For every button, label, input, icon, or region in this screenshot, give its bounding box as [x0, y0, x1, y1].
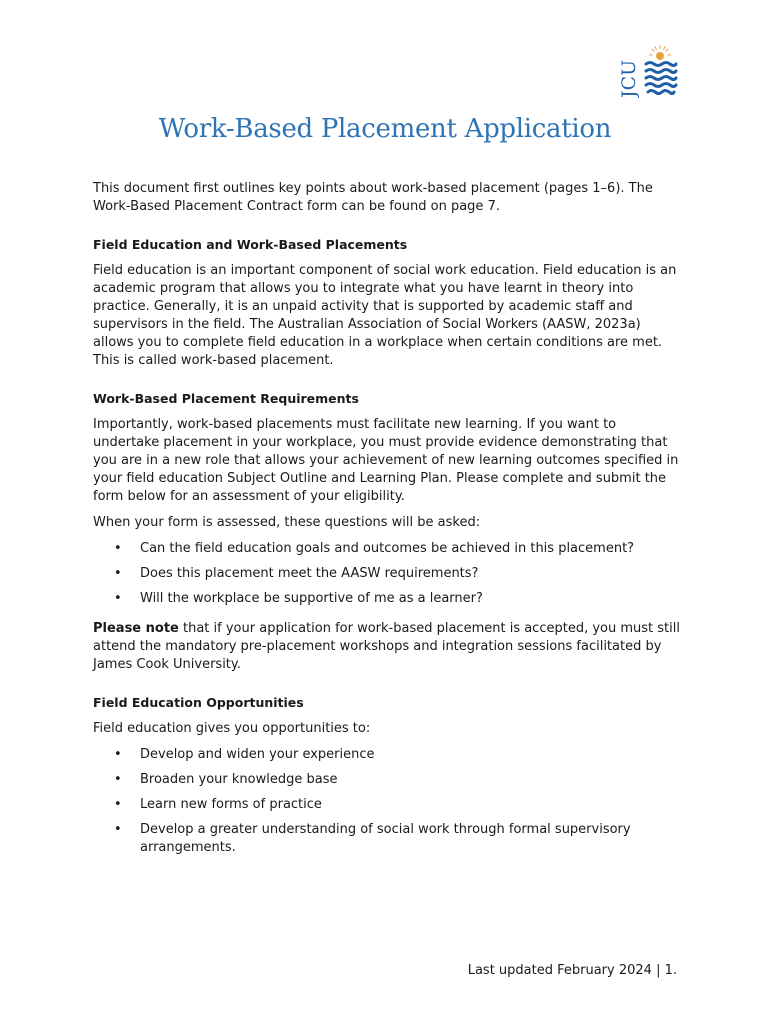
- document-body: [93, 180, 683, 869]
- list-item: • Will the workplace be supportive of me as a learner?: [93, 590, 683, 608]
- section-heading-requirements: Work-Based Placement Requirements: [93, 391, 359, 406]
- please-note-paragraph: [93, 620, 683, 674]
- list-item: • Does this placement meet the AASW requirements?: [93, 565, 683, 583]
- please-note-label: Please note: [93, 621, 179, 636]
- waves-icon: [646, 63, 676, 94]
- questions-list: [93, 540, 683, 608]
- questions-intro: When your form is assessed, these questions will be asked:: [93, 515, 481, 530]
- list-item: • Develop and widen your experience: [93, 746, 683, 764]
- requirements-paragraph: Importantly, work-based placements must facilitate new learning. If you want to undertake placement in your workplace, you must provide evidence demonstrating that you are in a new role that allows your achievement of new learning outcomes specified in your field education Subject Outline and Learning Plan. Please complete and submit the form below for an assessment of your eligibility.: [93, 417, 679, 504]
- list-item: • Learn new forms of practice: [93, 796, 683, 814]
- logo-letters: JCU: [618, 59, 640, 98]
- please-note-text: that if your application for work-based placement is accepted, you must still attend the mandatory pre-placement workshops and integration sessions facilitated by James Cook University.: [93, 621, 680, 672]
- opportunities-list: [93, 746, 683, 857]
- page-title: Work-Based Placement Application: [158, 114, 612, 144]
- page-footer: Last updated February 2024 | 1.: [467, 963, 677, 978]
- jcu-logo-icon: [618, 42, 680, 98]
- opportunities-intro: Field education gives you opportunities to:: [93, 721, 371, 736]
- list-item: • Can the field education goals and outcomes be achieved in this placement?: [93, 540, 683, 558]
- section-heading-opportunities: Field Education Opportunities: [93, 695, 304, 710]
- list-item: • Broaden your knowledge base: [93, 771, 683, 789]
- list-item: • Develop a greater understanding of social work through formal supervisory arrangements.: [93, 821, 683, 857]
- sun-icon: [649, 45, 671, 60]
- jcu-logo: [618, 42, 680, 98]
- field-education-paragraph: Field education is an important component of social work education. Field education is an academic program that allows you to integrate what you have learnt in theory into practice. Generally, it is an unpaid activity that is supported by academic staff and supervisors in the field. The Australian Association of Social Workers (AASW, 2023a) allows you to complete field education in a workplace when certain conditions are met. This is called work-based placement.: [93, 263, 677, 368]
- intro-paragraph: This document first outlines key points about work-based placement (pages 1–6). The Work-Based Placement Contract form can be found on page 7.: [93, 181, 653, 214]
- section-heading-field-education: Field Education and Work-Based Placements: [93, 237, 408, 252]
